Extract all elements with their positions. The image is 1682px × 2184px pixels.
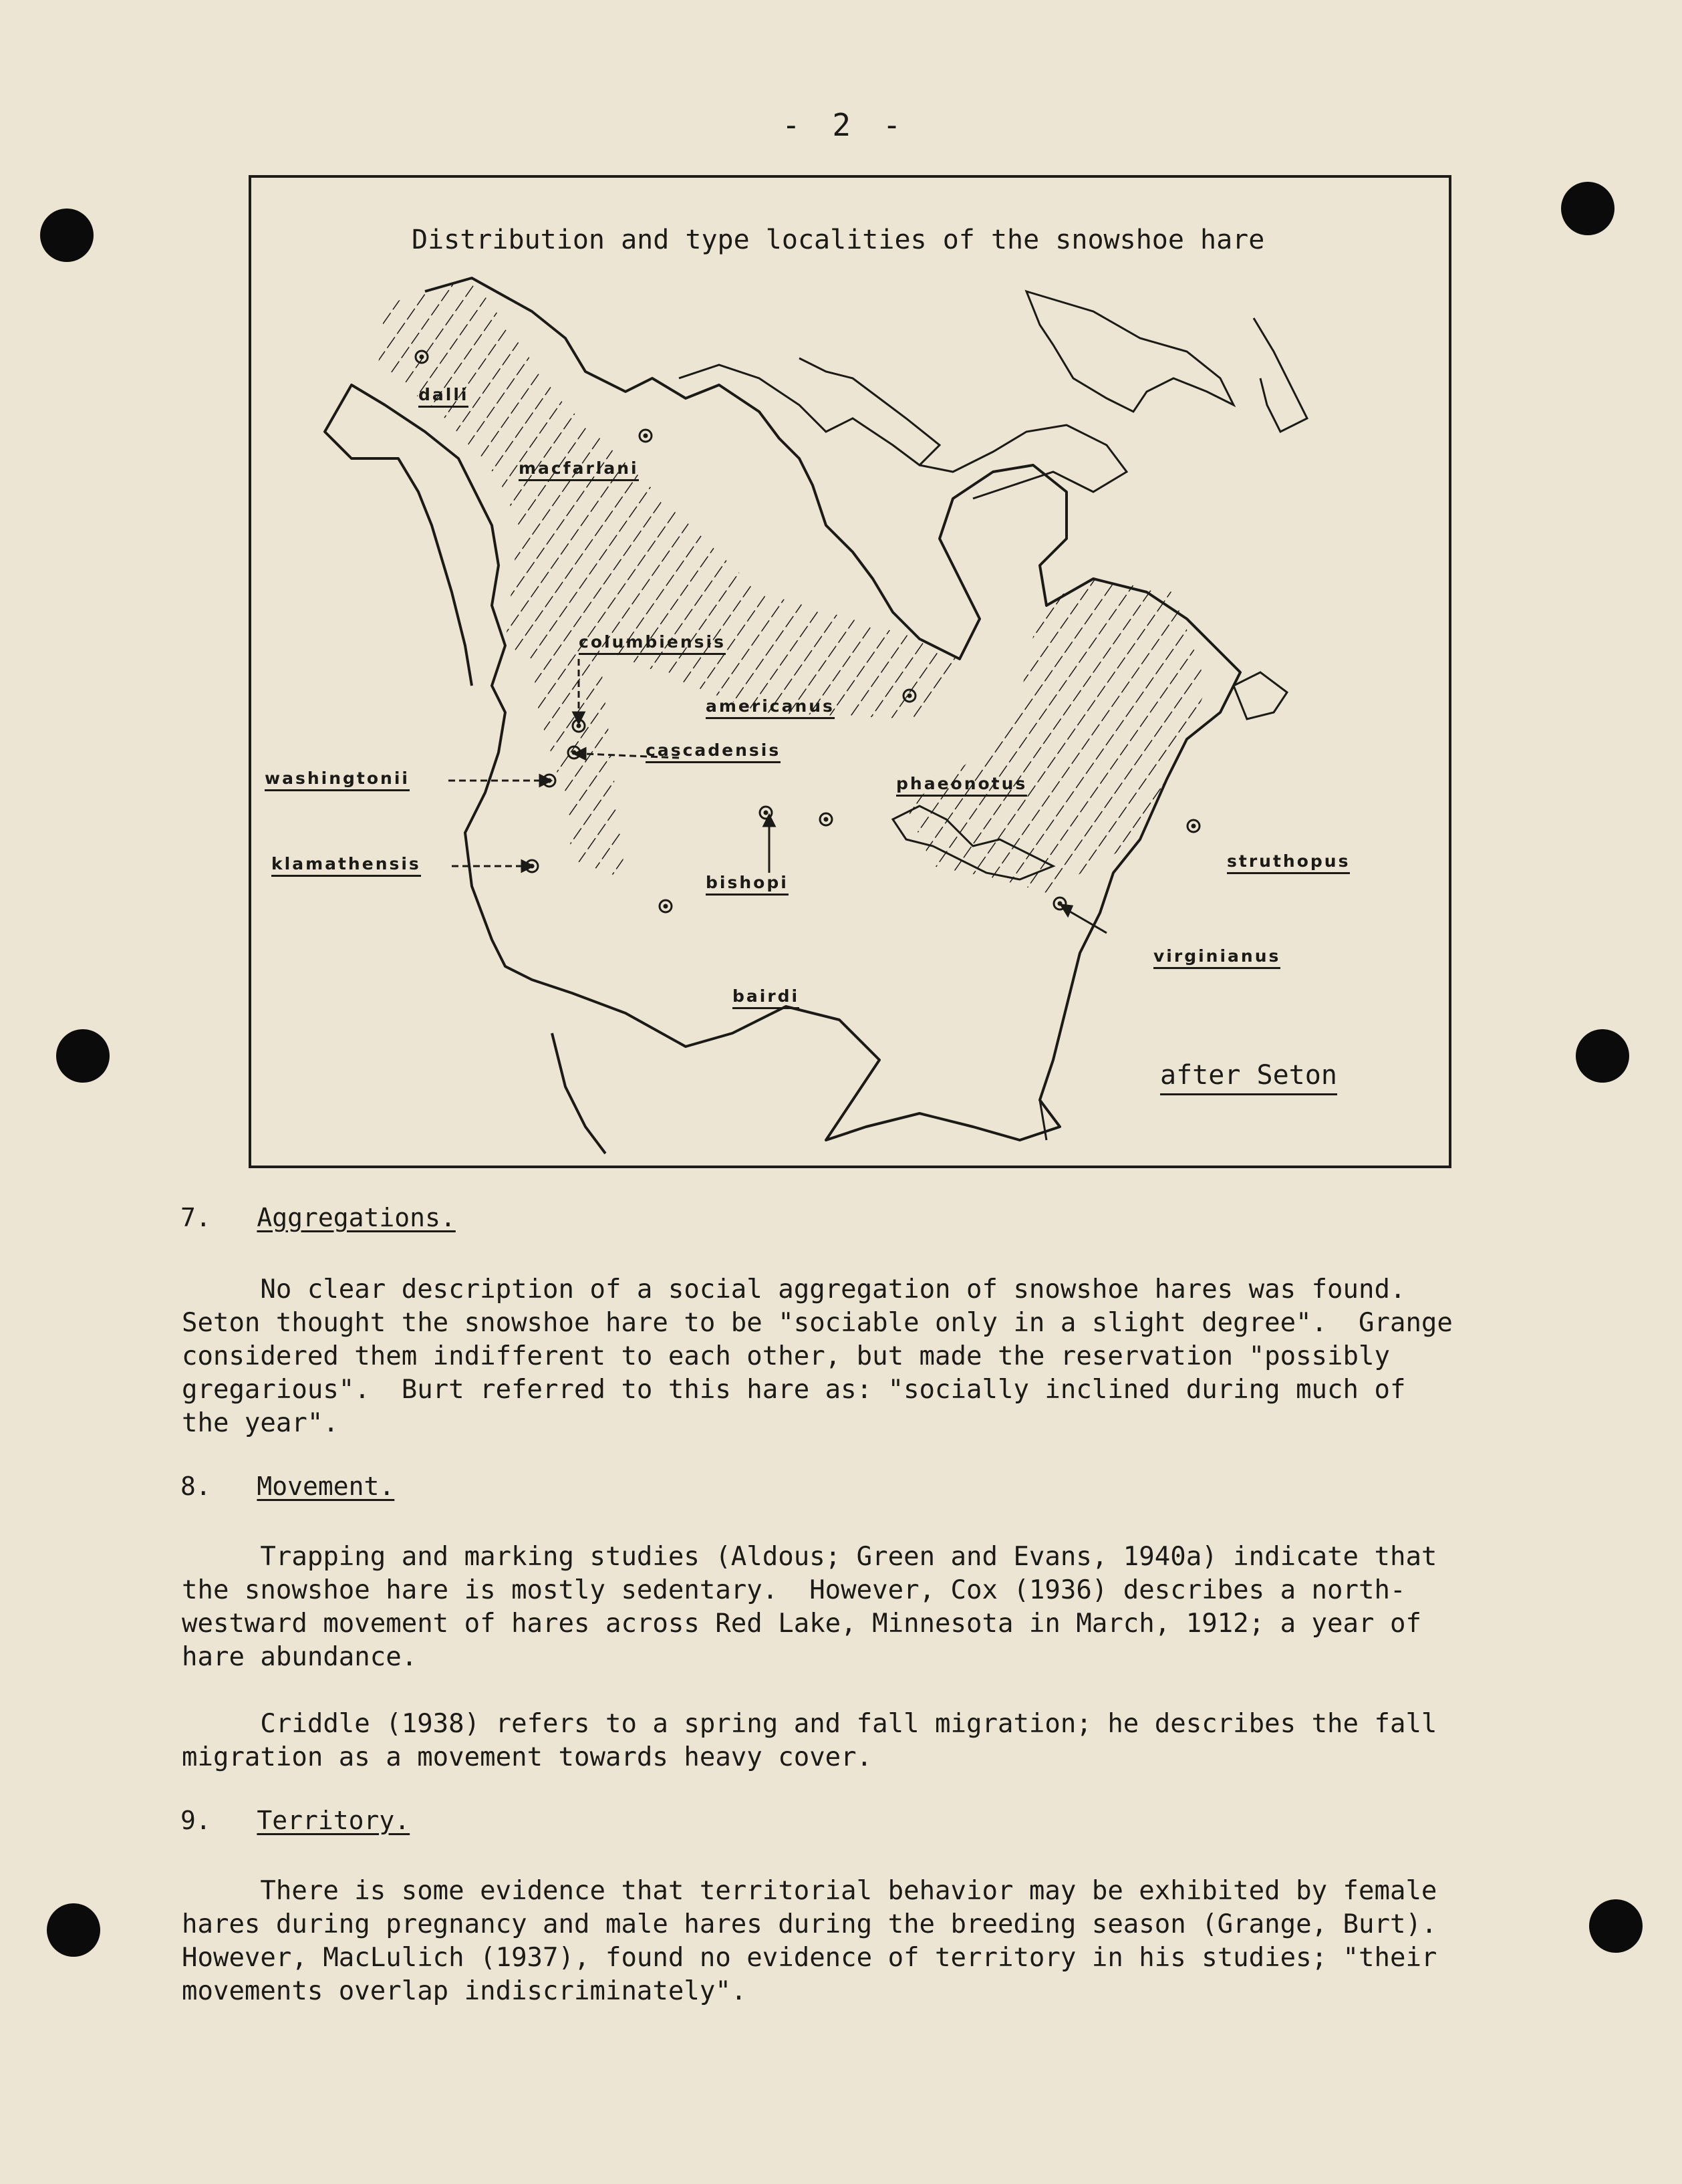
newfoundland bbox=[1234, 672, 1287, 719]
label-virginianus: virginianus bbox=[1153, 946, 1280, 969]
paragraph-territory: There is some evidence that territorial behavior may be exhibited by female hares during pregnancy and male hares during the breeding season (Grange, Burt). However, MacLulich (1937), found no evidence of territory in his studies; "their movements overlap indiscriminately". bbox=[182, 1876, 1437, 2006]
label-cascadensis: cascadensis bbox=[646, 740, 781, 763]
punch-hole bbox=[1576, 1029, 1629, 1083]
label-dalli: dalli bbox=[418, 385, 468, 408]
arctic-islands bbox=[679, 358, 940, 465]
section-heading-aggregations bbox=[180, 1203, 456, 1232]
label-columbiensis: columbiensis bbox=[579, 632, 726, 655]
distribution-map-figure bbox=[249, 175, 1451, 1168]
section-heading-movement bbox=[180, 1472, 394, 1501]
section-number: 7. bbox=[180, 1203, 211, 1232]
florida-coast bbox=[1040, 1060, 1053, 1140]
baffin-island bbox=[920, 425, 1127, 499]
paragraph-movement-2: Criddle (1938) refers to a spring and fall migration; he describes the fall migration as a movement towards heavy cover. bbox=[182, 1709, 1437, 1772]
label-americanus: americanus bbox=[706, 696, 835, 719]
label-struthopus: struthopus bbox=[1227, 851, 1350, 874]
greenland-east bbox=[1254, 318, 1307, 432]
section-number: 8. bbox=[180, 1472, 211, 1501]
label-phaeonotus: phaeonotus bbox=[896, 774, 1027, 797]
label-macfarlani: macfarlani bbox=[519, 458, 639, 481]
section-number: 9. bbox=[180, 1806, 211, 1835]
punch-hole bbox=[1589, 1899, 1643, 1953]
greenland bbox=[1026, 291, 1234, 412]
label-bairdi: bairdi bbox=[732, 986, 799, 1009]
section-title: Aggregations. bbox=[257, 1203, 456, 1232]
paragraph-movement-1: Trapping and marking studies (Aldous; Green and Evans, 1940a) indicate that the snowshoe hare is mostly sedentary. However, Cox (1936) describes a north- westward movement of hares across Red Lake, Minnesota in March, 1912; a year of hare abundance. bbox=[182, 1542, 1437, 1672]
punch-hole bbox=[40, 209, 94, 262]
label-klamathensis: klamathensis bbox=[271, 854, 421, 877]
section-title: Movement. bbox=[257, 1472, 395, 1501]
section-title: Territory. bbox=[257, 1806, 410, 1835]
page-number: - 2 - bbox=[782, 107, 908, 143]
figure-credit: after Seton bbox=[1160, 1060, 1337, 1095]
baja-coast bbox=[552, 1033, 605, 1153]
figure-title: Distribution and type localities of the snowshoe hare bbox=[412, 225, 1265, 255]
range-hatch-east bbox=[906, 579, 1207, 893]
north-america-map bbox=[251, 178, 1449, 1166]
paragraph-aggregations: No clear description of a social aggregation of snowshoe hares was found. Seton thought the snowshoe hare to be "sociable only in a slight degree". Grange considered them indifferent to each other, but made the reservation "possibly gregarious". Burt referred to this hare as: "socially inclined during much of the year". bbox=[182, 1274, 1453, 1438]
punch-hole bbox=[56, 1029, 110, 1083]
punch-hole bbox=[47, 1903, 100, 1957]
punch-hole bbox=[1561, 182, 1615, 235]
label-washingtonii: washingtonii bbox=[265, 769, 410, 791]
label-bishopi: bishopi bbox=[706, 873, 789, 896]
section-heading-territory bbox=[180, 1806, 410, 1835]
